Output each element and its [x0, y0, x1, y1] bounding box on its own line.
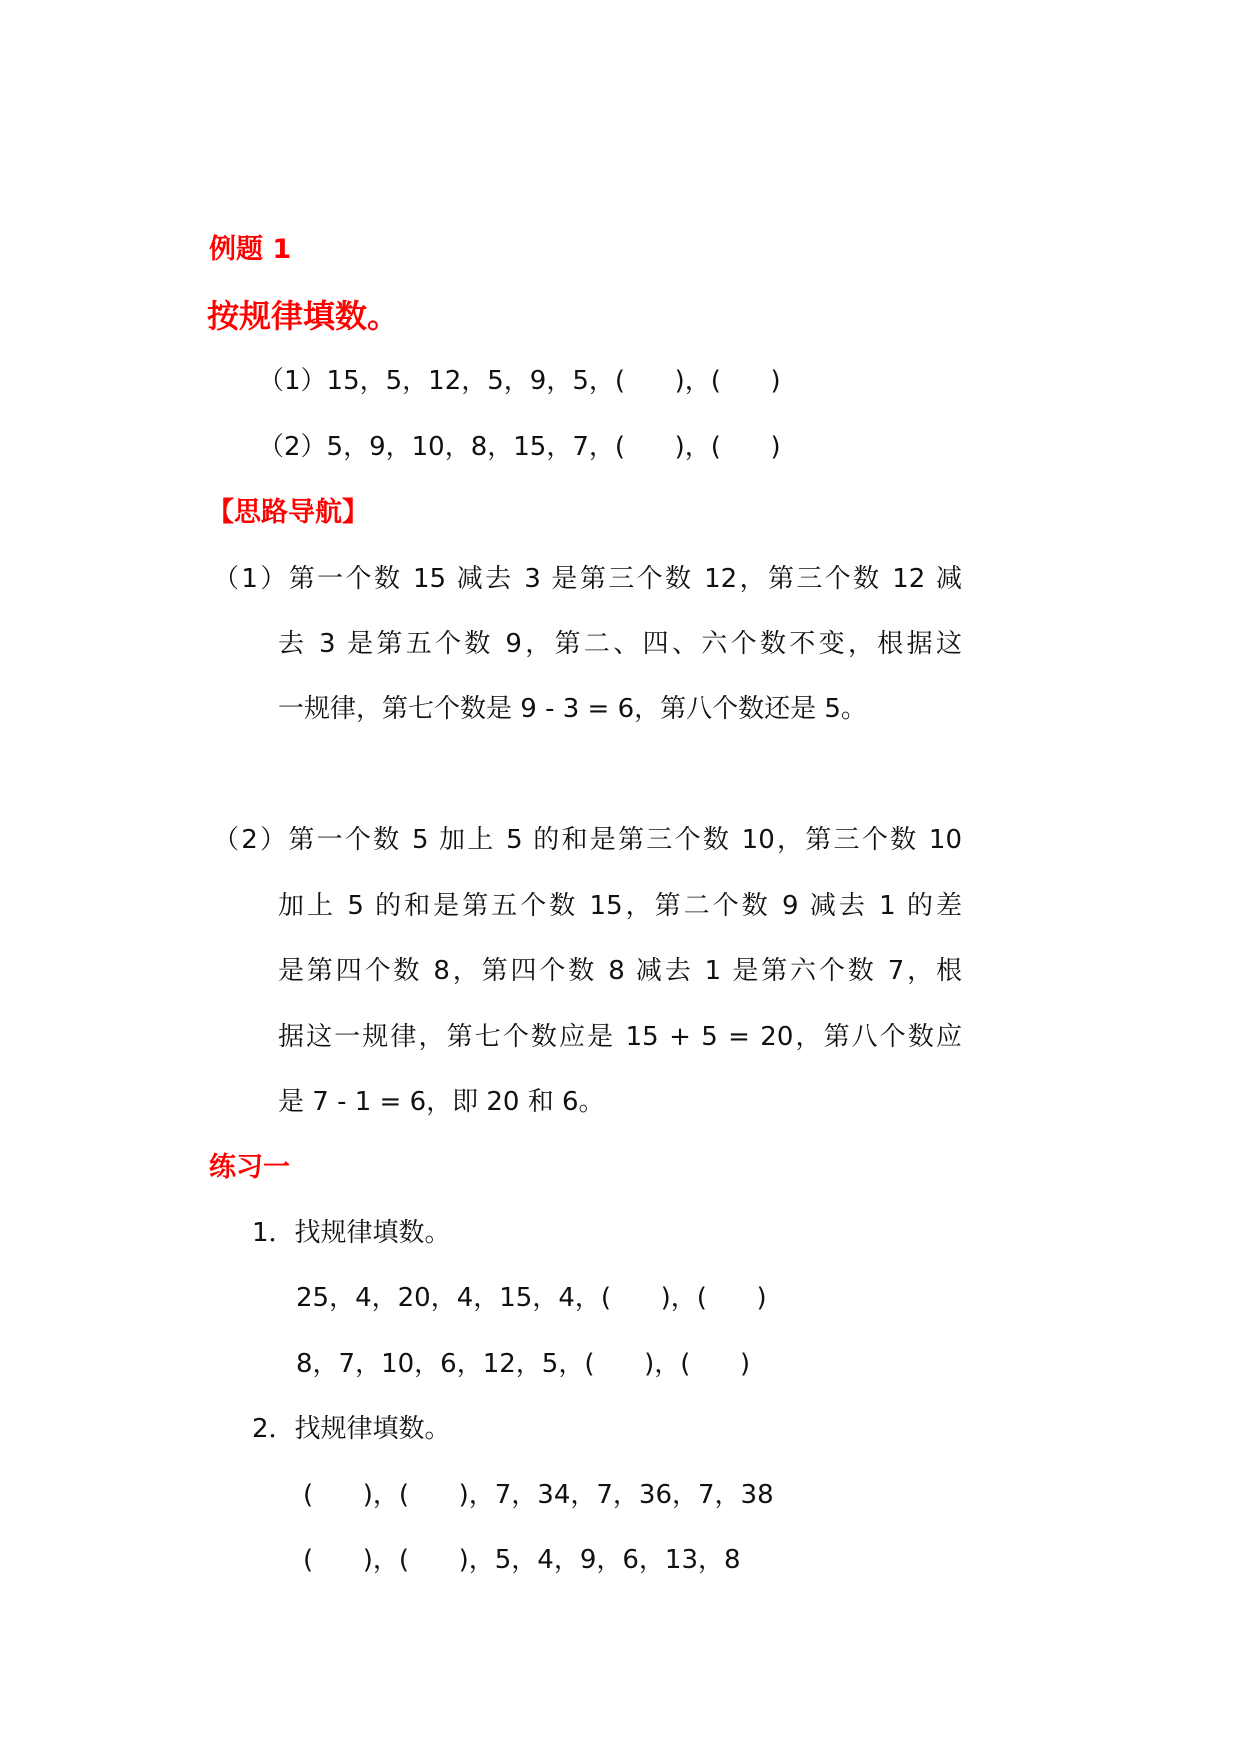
- guide-para1-line1: （1）第一个数 15 减去 3 是第三个数 12，第三个数 12 减: [213, 564, 962, 594]
- guide-para2-line2: 加上 5 的和是第五个数 15，第二个数 9 减去 1 的差: [278, 891, 962, 921]
- practice-q2-row-2: ( )，( )，5，4，9，6，13，8: [303, 1545, 741, 1575]
- guide-heading: 【思路导航】: [207, 497, 369, 528]
- practice-q1-label: 1．找规律填数。: [252, 1218, 451, 1248]
- practice-q1-row-1: 25，4，20，4，15，4，( )，( ): [296, 1283, 767, 1313]
- practice-q2-row-1: ( )，( )，7，34，7，36，7，38: [303, 1480, 774, 1510]
- guide-para1-line3: 一规律，第七个数是 9 - 3 = 6，第八个数还是 5。: [278, 694, 867, 724]
- practice-q1-row-2: 8，7，10，6，12，5，( )，( ): [296, 1349, 751, 1379]
- example-prompt: 按规律填数。: [207, 297, 400, 335]
- guide-para2-line3: 是第四个数 8，第四个数 8 减去 1 是第六个数 7，根: [278, 956, 962, 986]
- example-title: 例题 1: [209, 234, 292, 265]
- guide-para1-line2: 去 3 是第五个数 9，第二、四、六个数不变，根据这: [278, 629, 962, 659]
- guide-para2-line1: （2）第一个数 5 加上 5 的和是第三个数 10，第三个数 10: [213, 825, 962, 855]
- guide-para2-line4: 据这一规律，第七个数应是 15 + 5 = 20，第八个数应: [278, 1022, 962, 1052]
- practice-heading: 练习一: [209, 1152, 290, 1183]
- guide-para2-line5: 是 7 - 1 = 6，即 20 和 6。: [278, 1087, 605, 1117]
- example-item-2: （2）5，9，10，8，15，7，( )，( ): [258, 432, 781, 462]
- example-item-1: （1）15，5，12，5，9，5，( )，( ): [258, 366, 781, 396]
- practice-q2-label: 2．找规律填数。: [252, 1414, 451, 1444]
